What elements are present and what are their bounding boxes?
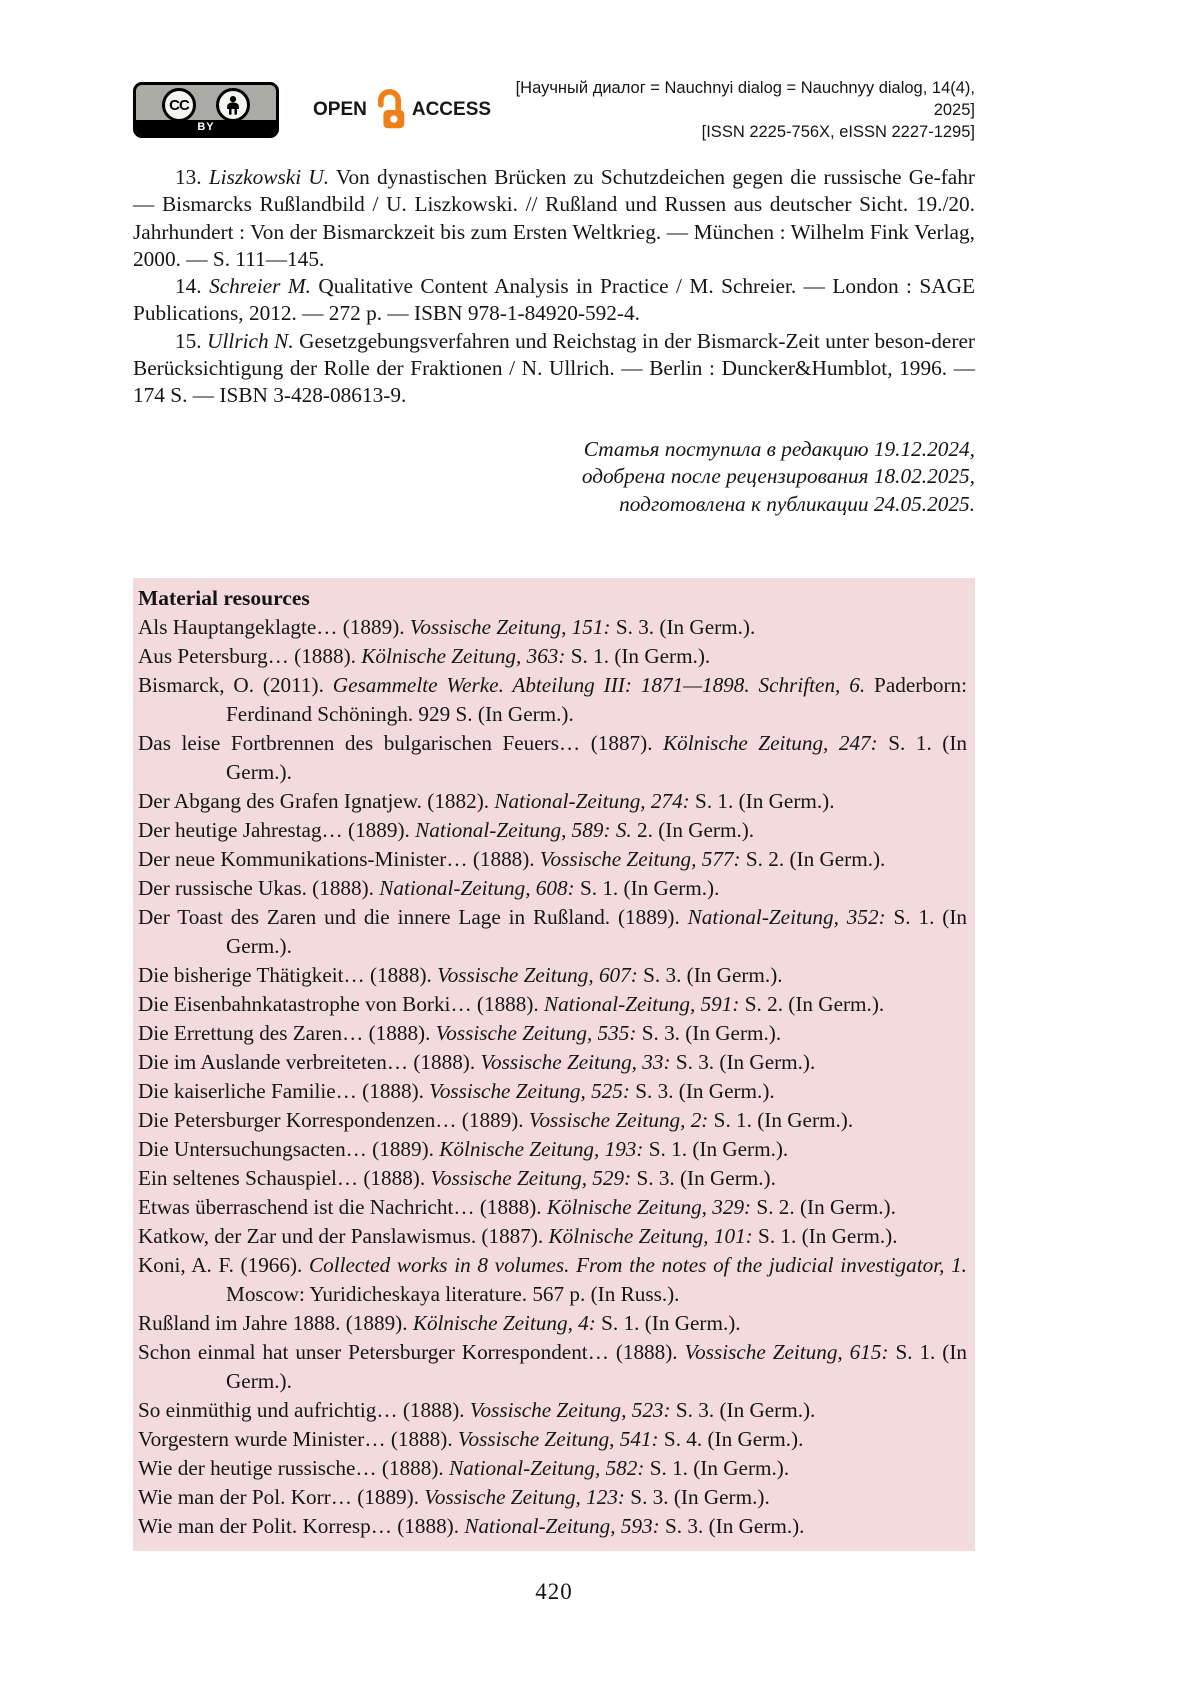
reference-item: 15. Ullrich N. Gesetzgebungsverfahren und Reichstag in der Bismarck-Zeit unter beson-derer Berücksichtigung der Rolle der Fraktionen / N. Ullrich. — Berlin : Duncker&Humblot, 1996. — 174 S. — ISBN 3-428-08613-9.	[133, 328, 975, 408]
cc-by-label: BY	[136, 120, 276, 135]
cc-icon	[162, 88, 196, 122]
material-entry: Wie man der Pol. Korr… (1889). Vossische Zeitung, 123: S. 3. (In Germ.).	[138, 1485, 770, 1510]
material-entry: Die Untersuchungsacten… (1889). Kölnische Zeitung, 193: S. 1. (In Germ.).	[138, 1137, 789, 1162]
material-entry: Als Hauptangeklagte… (1889). Vossische Zeitung, 151: S. 3. (In Germ.).	[138, 615, 756, 640]
person-icon	[216, 88, 250, 122]
material-entry: Wie man der Polit. Korresp… (1888). National-Zeitung, 593: S. 3. (In Germ.).	[138, 1514, 805, 1539]
material-entry: Der Abgang des Grafen Ignatjew. (1882). National-Zeitung, 274: S. 1. (In Germ.).	[138, 789, 835, 814]
material-entry: Etwas überraschend ist die Nachricht… (1888). Kölnische Zeitung, 329: S. 2. (In Germ.).	[138, 1195, 896, 1220]
reference-item: 13. Liszkowski U. Von dynastischen Brücken zu Schutzdeichen gegen die russische Ge-fahr — Bismarcks Rußlandbild / U. Liszkowski. // Rußland und Russen aus deutscher Sicht. 19./20. Jahrhundert : Von der Bismarckzeit bis zum Ersten Weltkrieg. — München : Wilhelm Fink Verlag, 2000. — S. 111—145.	[133, 165, 975, 271]
submission-line: Статья поступила в редакцию 19.12.2024,	[583, 436, 975, 461]
material-entry: Katkow, der Zar und der Panslawismus. (1887). Kölnische Zeitung, 101: S. 1. (In Germ.).	[138, 1224, 898, 1249]
material-entry: Der heutige Jahrestag… (1889). National-Zeitung, 589: S. 2. (In Germ.).	[138, 818, 755, 843]
open-access-open-label: OPEN	[313, 99, 367, 120]
material-entry: Wie der heutige russische… (1888). National-Zeitung, 582: S. 1. (In Germ.).	[138, 1456, 790, 1481]
material-entry: Schon einmal hat unser Petersburger Korrespondent… (1888). Vossische Zeitung, 615: S. 1. (In Germ.).	[138, 1340, 968, 1394]
material-resources-section	[133, 578, 975, 1551]
submission-line: одобрена после рецензирования 18.02.2025,	[581, 464, 975, 489]
material-entry: Vorgestern wurde Minister… (1888). Vossische Zeitung, 541: S. 4. (In Germ.).	[138, 1427, 804, 1452]
material-entry: Die im Auslande verbreiteten… (1888). Vossische Zeitung, 33: S. 3. (In Germ.).	[138, 1050, 816, 1075]
reference-item: 14. Schreier M. Qualitative Content Analysis in Practice / M. Schreier. — London : SAGE Publications, 2012. — 272 p. — ISBN 978-1-84920-592-4.	[133, 274, 975, 326]
page-number: 420	[535, 1579, 573, 1605]
material-entry: So einmüthig und aufrichtig… (1888). Vossische Zeitung, 523: S. 3. (In Germ.).	[138, 1398, 816, 1423]
material-entry: Der neue Kommunikations-Minister… (1888). Vossische Zeitung, 577: S. 2. (In Germ.).	[138, 847, 886, 872]
material-entry: Die Errettung des Zaren… (1888). Vossische Zeitung, 535: S. 3. (In Germ.).	[138, 1021, 782, 1046]
journal-citation-line1: [Научный диалог = Nauchnyi dialog = Nauchnyy dialog, 14(4), 2025]	[515, 79, 975, 119]
material-entry: Bismarck, O. (2011). Gesammelte Werke. Abteilung III: 1871—1898. Schriften, 6. Paderborn: Ferdinand Schöningh. 929 S. (In Germ.).	[138, 673, 968, 727]
submission-line: подготовлена к публикации 24.05.2025.	[619, 491, 975, 516]
material-entry: Koni, A. F. (1966). Collected works in 8 volumes. From the notes of the judicial investigator, 1. Moscow: Yuridicheskaya literature. 567 p. (In Russ.).	[138, 1253, 967, 1307]
material-entry: Der russische Ukas. (1888). National-Zeitung, 608: S. 1. (In Germ.).	[138, 876, 720, 901]
journal-citation-line2: [ISSN 2225-756X, eISSN 2227-1295]	[701, 123, 975, 141]
material-resources-title: Material resources	[138, 586, 310, 611]
references-list	[133, 164, 975, 410]
cc-icon-label: CC	[169, 96, 189, 114]
open-access-logo	[313, 87, 491, 133]
material-entry: Ein seltenes Schauspiel… (1888). Vossische Zeitung, 529: S. 3. (In Germ.).	[138, 1166, 776, 1191]
material-entry: Die Eisenbahnkatastrophe von Borki… (1888). National-Zeitung, 591: S. 2. (In Germ.).	[138, 992, 885, 1017]
open-lock-icon	[373, 87, 406, 133]
material-entry: Die kaiserliche Familie… (1888). Vossische Zeitung, 525: S. 3. (In Germ.).	[138, 1079, 775, 1104]
submission-info	[133, 436, 975, 519]
material-entry: Die Petersburger Korrespondenzen… (1889). Vossische Zeitung, 2: S. 1. (In Germ.).	[138, 1108, 854, 1133]
material-entry: Aus Petersburg… (1888). Kölnische Zeitung, 363: S. 1. (In Germ.).	[138, 644, 711, 669]
cc-by-license-badge	[133, 82, 279, 138]
material-entry: Die bisherige Thätigkeit… (1888). Vossische Zeitung, 607: S. 3. (In Germ.).	[138, 963, 783, 988]
page-header	[133, 79, 975, 141]
open-access-access-label: ACCESS	[411, 99, 492, 120]
material-entry: Der Toast des Zaren und die innere Lage in Rußland. (1889). National-Zeitung, 352: S. 1. (In Germ.).	[138, 905, 967, 959]
material-entry: Das leise Fortbrennen des bulgarischen Feuers… (1887). Kölnische Zeitung, 247: S. 1. (In Germ.).	[138, 731, 967, 785]
journal-citation	[491, 77, 975, 143]
material-entries	[138, 613, 967, 1541]
material-entry: Rußland im Jahre 1888. (1889). Kölnische Zeitung, 4: S. 1. (In Germ.).	[138, 1311, 741, 1336]
